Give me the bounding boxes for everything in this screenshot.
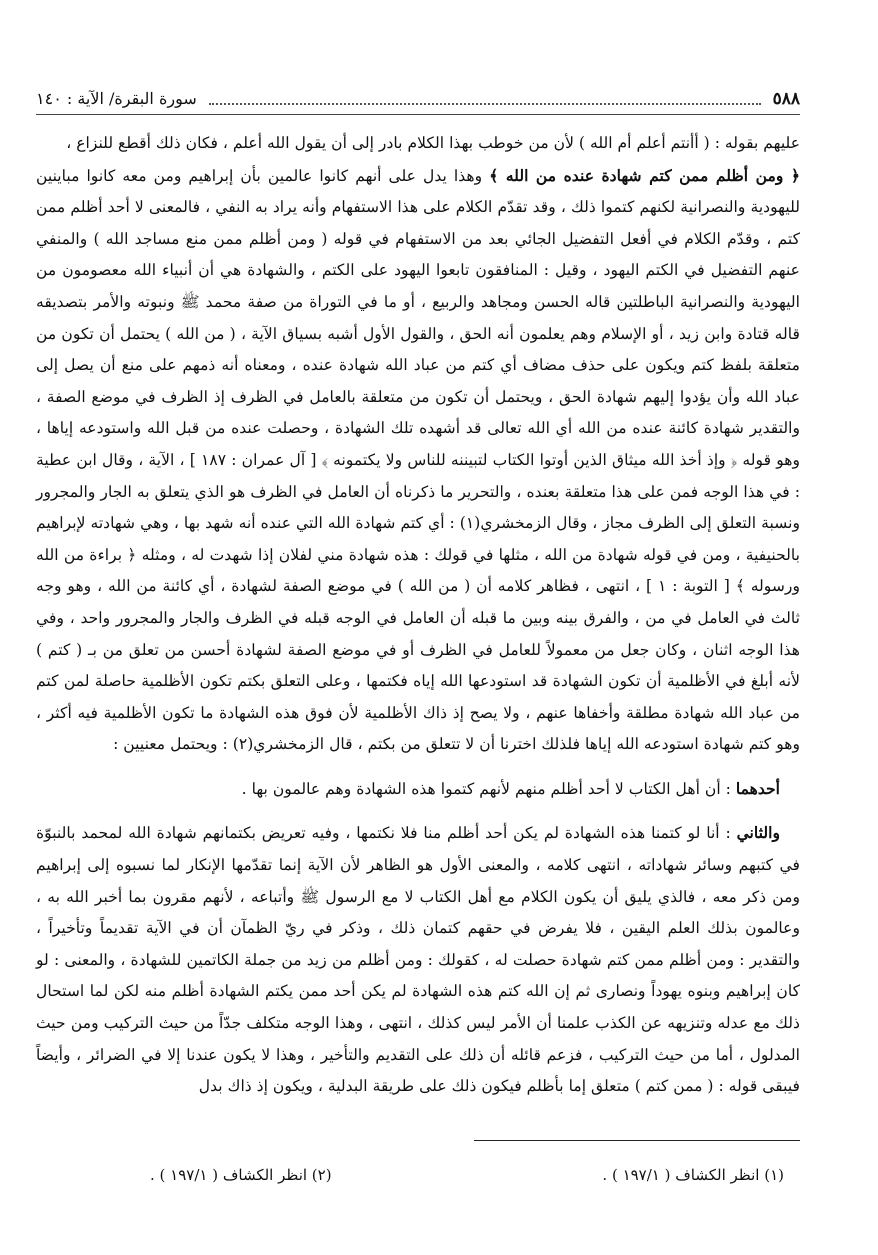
second-meaning-label: والثاني [736, 823, 780, 843]
paragraph [36, 160, 800, 761]
paragraph-text: : أنا لو كتمنا هذه الشهادة لم يكن أحد أظلم منا فلا نكتمها ، وفيه تعريض بكتمانهم شهادة الله لمحمد بالنبوّة في كتبهم وسائر شهاداته ، انتهى كلامه ، والمعنى الأول هو الظاهر لأن الآية إنما تقدّمها الإنكار لما نسبوه إلى إبراهيم ومن ذكر معه ، فالذي يليق أن يكون الكلام مع أهل الكتاب لا مع الرسول ﷺ وأتباعه ، لأنهم مقرون بما أخبر الله به ، وعالمون بذلك العلم اليقين ، فلا يفرض في حقهم كتمان ذلك ، وذكر في ريّ الظمآن أن في الآية تقديماً وتأخيراً ، والتقدير : ومن أظلم ممن كتم شهادة حصلت له ، كقولك : ومن أظلم من زيد من جملة الكاتمين للشهادة ، والمعنى : لو كان إبراهيم وبنوه يهوداً ونصارى ثم إن الله كتم هذه الشهادة لم يكن أحد ممن يكتم الشهادة أظلم منه لكن لما استحال ذلك مع عدله وتنزيهه عن الكذب علمنا أن الأمر ليس كذلك ، انتهى ، وهذا الوجه متكلف جدّاً من حيث التركيب ومن حيث المدلول ، أما من حيث التركيب ، فزعم قائله أن ذلك على التقديم والتأخير ، وهذا لا يكون عندنا إلا في الضرائر ، وأيضاً فيبقى قوله : ( ممن كتم ) متعلق إما بأظلم فيكون ذلك على طريقة البدلية ، ويكون إذ ذاك بدل [36, 824, 801, 1096]
spacer [36, 805, 800, 817]
header-dotted-leader [209, 102, 761, 105]
main-text [36, 128, 801, 1096]
paragraph-text: : أن أهل الكتاب لا أحد أظلم منهم لأنهم كتموا هذه الشهادة وهم عالمون بها . [241, 779, 731, 798]
surah-verse-title: سورة البقرة/ الآية : ١٤٠ [36, 89, 197, 108]
paragraph [36, 817, 800, 1102]
footnote-separator [474, 1140, 800, 1141]
footnotes [150, 1164, 784, 1192]
footnote-1: (١) انظر الكشاف ( ١٩٧/١ ) . [602, 1166, 784, 1184]
quranic-verse: ﴿ ومن أظلم ممن كتم شهادة عنده من الله ﴾ [489, 165, 801, 185]
paragraph-text: وهذا يدل على أنهم كانوا عالمين بأن إبراهيم ومن معه كانوا مباينين لليهودية والنصرانية لكنهم كتموا ذلك ، وقد تقدّم الكلام على هذا الاستفهام وأنه يراد به النفي ، فالمعنى لا أحد أظلم ممن كتم ، وقدّم الكلام في أفعل التفضيل الجائي بعد من الاستفهام في قوله ( ومن أظلم ممن منع مساجد الله ) والمنفي عنهم التفضيل في الكتم اليهود ، وقيل : المنافقون تابعوا اليهود على الكتم ، والشهادة هي أن أنبياء الله معصومون من اليهودية والنصرانية الباطلتين قاله الحسن ومجاهد والربيع ، أو ما في التوراة من صفة محمد ﷺ ونبوته والأمر بتصديقه قاله قتادة وابن زيد ، أو الإسلام وهم يعلمون أنه الحق ، والقول الأول أشبه بسياق الآية ، ( من الله ) يحتمل أن تكون من متعلقة بلفظ كتم ويكون على حذف مضاف أي كتم من عباد الله شهادة عنده ، ومعناه أنه ذمهم على منع أن يصل إلى عباد الله وأن يؤدوا إليهم شهادة الحق ، ويحتمل أن تكون من متعلقة بالعامل في الظرف إذ الظرف في موضع الصفة ، والتقدير شهادة كائنة عنده من الله أي الله تعالى قد أشهده تلك الشهادة ، وحصلت عنده من قبل الله واستودعه إياها ، وهو قوله ﴿ وإذ أخذ الله ميثاق الذين أوتوا الكتاب لتبيننه للناس ولا يكتمونه ﴾ [ آل عمران : ١٨٧ ] ، الآية ، وقال ابن عطية : في هذا الوجه فمن على هذا متعلقة بعنده ، والتحرير ما ذكرناه أن العامل في الظرف هو الذي يتعلق به الجار والمجرور ونسبة التعلق إلى الظرف مجاز ، وقال الزمخشري(١) : أي كتم شهادة الله التي عنده أنه شهد بها ، وهي شهادته لإبراهيم بالحنيفية ، ومن في قوله شهادة من الله ، مثلها في قولك : هذه شهادة مني لفلان إذا شهدت له ، ومثله ﴿ براءة من الله ورسوله ﴾ [ التوبة : ١ ] ، انتهى ، فظاهر كلامه أن ( من الله ) في موضع الصفة لشهادة ، أي كائنة من الله ، وهو وجه ثالث في العامل في من ، والفرق بينه وبين ما قبله أن العامل في الوجه قبله في الظرف والجار والمجرور واحد ، وفي هذا الوجه اثنان ، وكان جعل من معمولاً للعامل في الظرف أو في موضع الصفة لشهادة أحسن من تعلق من بـ ( كتم ) لأنه أبلغ في الأظلمية أن تكون الشهادة قد استودعها الله إياه فكتمها ، وعلى التعلق بكتم تكون الأظلمية حاصلة لمن كتم من عباد الله شهادة مطلقة وأخفاها عنهم ، ولا يصح إذ ذاك الأظلمية لأن فوق هذه الشهادة ما تكون الأظلمية فيه أكثر ، وهو كتم شهادة استودعه الله إياها فلذلك اخترنا أن لا تتعلق من بكتم ، قال الزمخشري(٢) : ويحتمل معنيين : [36, 166, 801, 754]
spacer [36, 761, 800, 773]
paragraph [36, 773, 800, 806]
running-header [36, 84, 800, 115]
first-meaning-label: أحدهما [735, 778, 780, 798]
paragraph: عليهم بقوله : ( أأنتم أعلم أم الله ) لأن من خوطب بهذا الكلام بادر إلى أن يقول الله أعلم ، فكان ذلك أقطع للنزاع ، [66, 134, 800, 152]
page-number: ٥٨٨ [772, 89, 800, 109]
footnote-2: (٢) انظر الكشاف ( ١٩٧/١ ) . [150, 1166, 332, 1184]
